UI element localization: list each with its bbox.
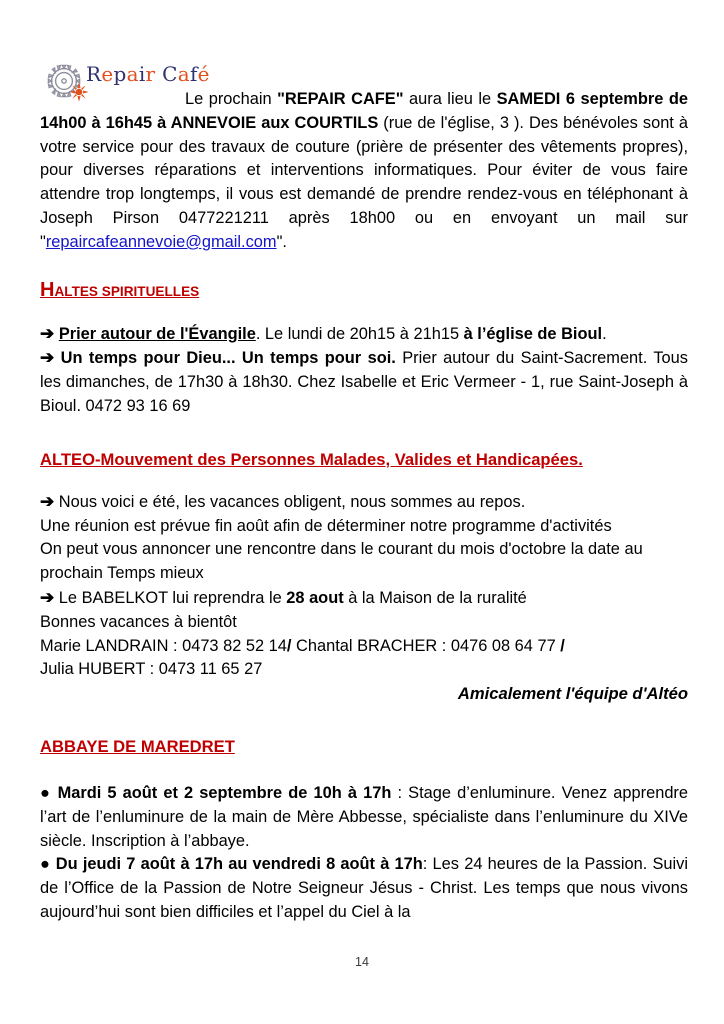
logo-letter: e [101, 62, 114, 86]
bullet-icon: ● [40, 855, 51, 874]
logo-letter: f [189, 62, 198, 86]
alteo-line-5: Bonnes vacances à bientôt [40, 612, 237, 631]
maredret-item-date: Du jeudi 7 août à 17h au vendredi 8 août à 17h [55, 855, 423, 874]
alteo-heading: ALTEO-Mouvement des Personnes Malades, Valides et Handicapées. [40, 449, 583, 469]
contacts-separator: / [286, 636, 292, 655]
haltes-item-text: . Le lundi de 20h15 à 21h15 [255, 324, 464, 343]
arrow-icon: ➔ [40, 323, 55, 343]
maredret-item-text: : Stage d’enluminure. Venez apprendre l’art de l’enluminure de la main de Mère Abbesse, spécialiste dans l’enluminure du XIVe siècle. Inscription à l’abbaye. [40, 783, 689, 850]
alteo-line-1 [40, 490, 688, 515]
haltes-item-bold-tail: à l’église de Bioul [463, 324, 603, 343]
bullet-icon: ● [40, 783, 52, 802]
maredret-item-text: : Les 24 heures de la Passion. Suivi de l’Office de la Passion de Notre Seigneur Jésus - Christ. Les temps que nous vivons aujourd’hui sont bien difficiles et l’appel du Ciel à la [40, 855, 688, 921]
arrow-icon: ➔ [40, 491, 55, 511]
after-title: aura lieu le [403, 90, 497, 108]
quote-open: " [40, 232, 46, 251]
heading-initial: H [40, 278, 55, 301]
maredret-heading: ABBAYE DE MAREDRET [40, 736, 235, 756]
spacer [40, 471, 688, 490]
logo-letter: R [86, 62, 102, 86]
logo-letter: C [162, 62, 178, 86]
repair-cafe-body: (rue de l'église, 3 ). Des bénévoles sont à votre service pour des travaux de couture (prière de présenter des vêtements propres), pour diverses réparations et interventions informatiques. Pour éviter de vous faire attendre trop longtemps, il vous est demandé de prendre rendez-vous en téléphonant à Joseph Pirson 0477221211 après 18h00 ou en envoyant un mail sur [40, 113, 688, 227]
maredret-item-stage [40, 782, 688, 853]
email-link[interactable]: repaircafeannevoie@gmail.com [45, 232, 277, 251]
arrow-icon: ➔ [40, 348, 55, 368]
logo-letter: a [177, 62, 190, 86]
alteo-line-4-a: Le BABELKOT lui reprendra le [54, 588, 287, 607]
alteo-line-1-text: Nous voici e été, les vacances obligent, nous sommes au repos. [54, 492, 526, 511]
spacer [40, 758, 688, 782]
spacer [40, 706, 688, 736]
haltes-item-temps-pour-dieu [40, 346, 688, 418]
alteo-line-4 [40, 586, 688, 611]
event-date-bold: SAMEDI 6 septembre de 14h00 à 16h45 à ANNEVOIE aux COURTILS [40, 90, 688, 132]
haltes-item-evangile [40, 322, 688, 347]
alteo-contacts [40, 635, 688, 659]
spacer [40, 419, 688, 449]
heading-rest: ALTES SPIRITUELLES [54, 283, 200, 299]
document-content [40, 88, 688, 925]
page-number: 14 [355, 955, 369, 969]
maredret-item-passion [40, 853, 688, 924]
alteo-line-4-b: à la Maison de la ruralité [343, 588, 527, 607]
logo-letter: i [138, 62, 146, 86]
haltes-item-title: Prier autour de l'Évangile [58, 324, 256, 343]
logo-letter: r [145, 62, 156, 86]
repair-cafe-title: "REPAIR CAFE" [277, 90, 404, 108]
maredret-item-date: Mardi 5 août et 2 septembre de 10h à 17h [57, 783, 392, 802]
haltes-item-title: Un temps pour Dieu... Un temps pour soi. [60, 349, 396, 368]
contact-bracher: Chantal BRACHER : 0476 08 64 77 [291, 636, 561, 655]
alteo-babelkot-date: 28 aout [286, 588, 344, 607]
alteo-line-2: Une réunion est prévue fin août afin de déterminer notre programme d'activités [40, 516, 612, 535]
logo-letter: p [113, 62, 127, 86]
contacts-separator: / [560, 636, 565, 655]
contact-landrain: Marie LANDRAIN : 0473 82 52 14 [40, 636, 287, 655]
haltes-item-period: . [602, 324, 607, 343]
quote-close: ". [276, 232, 287, 251]
logo-letter: a [126, 62, 139, 86]
alteo-signature: Amicalement l'équipe d'Altéo [457, 684, 688, 704]
haltes-item-text: Prier autour du Saint-Sacrement. Tous les dimanches, de 17h30 à 18h30. Chez Isabelle et Eric Vermeer - 1, rue Saint-Joseph à Bioul. 0472 93 16 69 [40, 349, 688, 415]
arrow-icon: ➔ [40, 587, 55, 607]
repair-cafe-paragraph [40, 88, 688, 255]
alteo-line-3: On peut vous annoncer une rencontre dans le courant du mois d'octobre la date au prochain Temps mieux [40, 540, 643, 583]
alteo-contact-hubert: Julia HUBERT : 0473 11 65 27 [40, 660, 263, 679]
spacer [40, 255, 688, 279]
haltes-spirituelles-heading [40, 279, 688, 303]
logo-wordmark [86, 59, 210, 89]
spacer [40, 303, 688, 322]
intro-lead: Le prochain [185, 90, 278, 108]
logo-letter: é [197, 62, 210, 86]
